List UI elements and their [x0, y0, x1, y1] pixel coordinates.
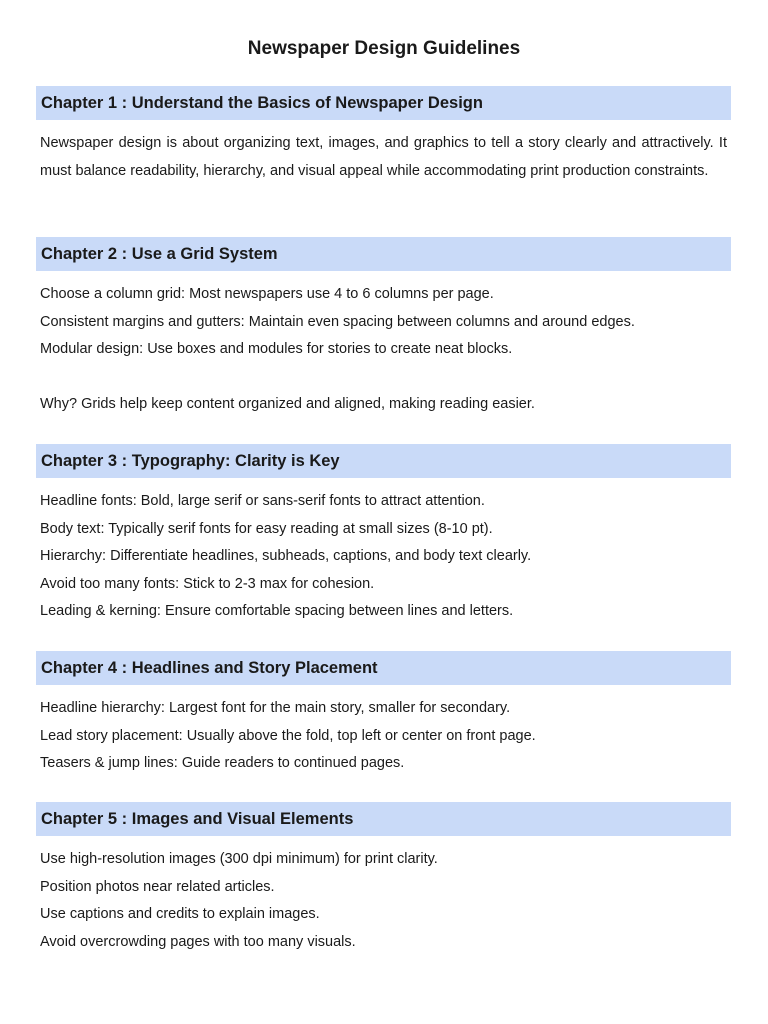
chapter-4-heading: Chapter 4 : Headlines and Story Placement	[36, 651, 731, 685]
chapter-2-spacer	[40, 364, 727, 392]
chapter-2-body	[36, 281, 731, 419]
chapter-4-line-3: Teasers & jump lines: Guide readers to continued pages.	[40, 755, 405, 772]
chapter-5-heading: Chapter 5 : Images and Visual Elements	[36, 802, 731, 836]
chapter-1-heading: Chapter 1 : Understand the Basics of Newspaper Design	[36, 86, 731, 120]
chapter-3-line-4: Avoid too many fonts: Stick to 2-3 max for cohesion.	[40, 575, 375, 592]
chapter-2-note: Why? Grids help keep content organized and aligned, making reading easier.	[40, 396, 535, 413]
chapter-2-line-3: Modular design: Use boxes and modules for stories to create neat blocks.	[40, 341, 513, 358]
chapter-5-body	[36, 846, 731, 956]
chapter-1-paragraph: Newspaper design is about organizing text, images, and graphics to tell a story clearly and attractively. It must balance readability, hierarchy, and visual appeal while accommodating print production constraints.	[40, 135, 727, 179]
chapter-5-line-3: Use captions and credits to explain images.	[40, 906, 320, 923]
chapter-2	[36, 237, 731, 419]
chapter-3-heading: Chapter 3 : Typography: Clarity is Key	[36, 444, 731, 478]
chapter-4-line-2: Lead story placement: Usually above the fold, top left or center on front page.	[40, 727, 536, 744]
chapter-4-line-1: Headline hierarchy: Largest font for the main story, smaller for secondary.	[40, 700, 511, 716]
chapter-1	[36, 86, 731, 185]
chapter-3-body	[36, 488, 731, 626]
chapter-5	[36, 802, 731, 956]
chapter-3	[36, 444, 731, 626]
chapter-3-line-5: Leading & kerning: Ensure comfortable spacing between lines and letters.	[40, 603, 514, 620]
chapter-1-body	[36, 130, 731, 185]
chapter-3-line-2: Body text: Typically serif fonts for easy reading at small sizes (8-10 pt).	[40, 520, 493, 537]
chapter-2-line-2: Consistent margins and gutters: Maintain even spacing between columns and around edges.	[40, 313, 635, 330]
chapter-5-line-4: Avoid overcrowding pages with too many visuals.	[40, 933, 356, 950]
chapter-3-line-3: Hierarchy: Differentiate headlines, subheads, captions, and body text clearly.	[40, 548, 532, 565]
chapter-2-line-1: Choose a column grid: Most newspapers use 4 to 6 columns per page.	[40, 286, 494, 302]
page-title: Newspaper Design Guidelines	[247, 38, 521, 59]
chapter-4	[36, 651, 731, 778]
chapter-5-line-1: Use high-resolution images (300 dpi minimum) for print clarity.	[40, 851, 438, 867]
chapter-5-line-2: Position photos near related articles.	[40, 878, 275, 895]
chapter-2-heading: Chapter 2 : Use a Grid System	[36, 237, 731, 271]
chapter-4-body	[36, 695, 731, 778]
chapter-3-line-1: Headline fonts: Bold, large serif or sans-serif fonts to attract attention.	[40, 493, 485, 509]
